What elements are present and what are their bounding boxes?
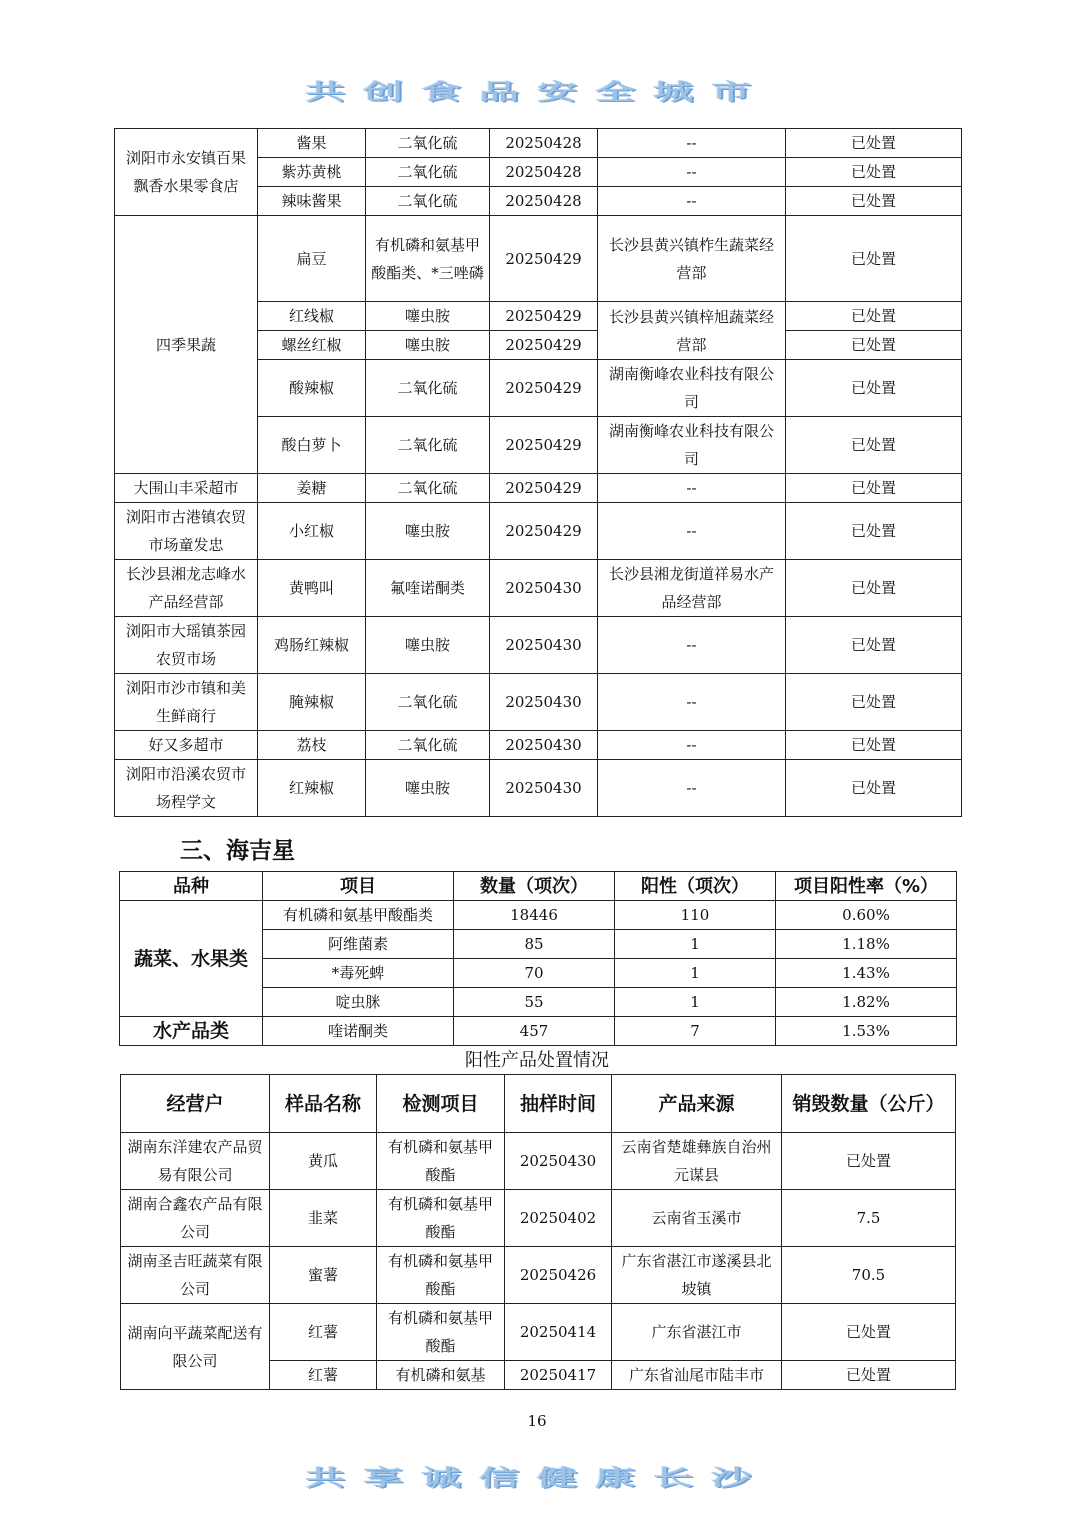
table-row xyxy=(115,129,962,158)
item-cell: 噻虫胺 xyxy=(366,503,490,560)
status-cell: 已处置 xyxy=(786,331,962,360)
sample-cell: 扁豆 xyxy=(258,216,366,302)
item-cell: 有机磷和氨基甲酸酯 xyxy=(377,1247,505,1304)
positive-cell: 1 xyxy=(615,959,776,988)
sample-cell: 紫苏黄桃 xyxy=(258,158,366,187)
rate-cell: 1.43% xyxy=(776,959,957,988)
date-cell: 20250429 xyxy=(490,360,598,417)
sample-cell: 螺丝红椒 xyxy=(258,331,366,360)
sample-cell: 姜糖 xyxy=(258,474,366,503)
status-cell: 已处置 xyxy=(786,760,962,817)
date-cell: 20250430 xyxy=(490,731,598,760)
date-cell: 20250430 xyxy=(490,674,598,731)
item-cell: 噻虫胺 xyxy=(366,617,490,674)
item-cell: 氟喹诺酮类 xyxy=(366,560,490,617)
merchant-cell: 四季果蔬 xyxy=(115,216,258,474)
sample-cell: 红薯 xyxy=(270,1361,377,1390)
sample-cell: 蜜薯 xyxy=(270,1247,377,1304)
status-cell: 已处置 xyxy=(786,560,962,617)
table-row xyxy=(115,674,962,731)
item-cell: *毒死蜱 xyxy=(263,959,454,988)
merchant-cell: 浏阳市沙市镇和美生鲜商行 xyxy=(115,674,258,731)
table-row xyxy=(120,901,957,930)
source-cell: -- xyxy=(598,760,786,817)
quantity-cell: 已处置 xyxy=(782,1304,956,1361)
item-cell: 二氧化硫 xyxy=(366,674,490,731)
table-row xyxy=(115,560,962,617)
category-cell: 蔬菜、水果类 xyxy=(120,901,263,1017)
status-cell: 已处置 xyxy=(786,474,962,503)
column-header: 品种 xyxy=(120,872,263,901)
category-cell: 水产品类 xyxy=(120,1017,263,1046)
sample-cell: 鸡肠红辣椒 xyxy=(258,617,366,674)
item-cell: 二氧化硫 xyxy=(366,360,490,417)
source-cell: -- xyxy=(598,503,786,560)
merchant-cell: 长沙县湘龙志峰水产品经营部 xyxy=(115,560,258,617)
table-row xyxy=(120,1017,957,1046)
positive-cell: 1 xyxy=(615,988,776,1017)
rate-cell: 0.60% xyxy=(776,901,957,930)
date-cell: 20250429 xyxy=(490,474,598,503)
item-cell: 二氧化硫 xyxy=(366,187,490,216)
table-row xyxy=(115,503,962,560)
rate-cell: 1.82% xyxy=(776,988,957,1017)
merchant-cell: 湖南向平蔬菜配送有限公司 xyxy=(121,1304,270,1390)
source-cell: 广东省湛江市遂溪县北坡镇 xyxy=(612,1247,782,1304)
item-cell: 有机磷和氨基甲酸酯类、*三唑磷 xyxy=(366,216,490,302)
date-cell: 20250430 xyxy=(505,1133,612,1190)
table-header-row xyxy=(121,1075,956,1133)
item-cell: 有机磷和氨基甲酸酯 xyxy=(377,1304,505,1361)
source-cell: -- xyxy=(598,158,786,187)
footer-banner: 共享诚信健康长沙 xyxy=(305,1465,769,1492)
table-header-row xyxy=(120,872,957,901)
table-row xyxy=(121,1190,956,1247)
item-cell: 噻虫胺 xyxy=(366,331,490,360)
source-cell: -- xyxy=(598,674,786,731)
date-cell: 20250430 xyxy=(490,760,598,817)
status-cell: 已处置 xyxy=(786,503,962,560)
date-cell: 20250429 xyxy=(490,216,598,302)
source-cell: 长沙县黄兴镇柞生蔬菜经营部 xyxy=(598,216,786,302)
item-cell: 二氧化硫 xyxy=(366,417,490,474)
sample-cell: 酸辣椒 xyxy=(258,360,366,417)
item-cell: 喹诺酮类 xyxy=(263,1017,454,1046)
source-cell: -- xyxy=(598,474,786,503)
status-cell: 已处置 xyxy=(786,674,962,731)
count-cell: 457 xyxy=(454,1017,615,1046)
source-cell: 广东省汕尾市陆丰市 xyxy=(612,1361,782,1390)
table-row xyxy=(115,474,962,503)
table-row xyxy=(115,617,962,674)
sample-cell: 韭菜 xyxy=(270,1190,377,1247)
merchant-cell: 浏阳市大瑶镇茶园农贸市场 xyxy=(115,617,258,674)
rate-cell: 1.18% xyxy=(776,930,957,959)
item-cell: 有机磷和氨基甲酸酯 xyxy=(377,1190,505,1247)
section-title: 三、海吉星 xyxy=(180,838,295,864)
source-cell: 长沙县黄兴镇梓旭蔬菜经营部 xyxy=(598,302,786,360)
merchant-cell: 湖南合鑫农产品有限公司 xyxy=(121,1190,270,1247)
sample-cell: 红辣椒 xyxy=(258,760,366,817)
status-cell: 已处置 xyxy=(786,302,962,331)
rate-cell: 1.53% xyxy=(776,1017,957,1046)
date-cell: 20250417 xyxy=(505,1361,612,1390)
count-cell: 18446 xyxy=(454,901,615,930)
sample-cell: 红线椒 xyxy=(258,302,366,331)
table-row xyxy=(121,1247,956,1304)
source-cell: 长沙县湘龙街道祥易水产品经营部 xyxy=(598,560,786,617)
item-cell: 噻虫胺 xyxy=(366,760,490,817)
column-header: 项目阳性率（%） xyxy=(776,872,957,901)
source-cell: 云南省楚雄彝族自治州元谋县 xyxy=(612,1133,782,1190)
merchant-cell: 大围山丰采超市 xyxy=(115,474,258,503)
source-cell: 湖南衡峰农业科技有限公司 xyxy=(598,360,786,417)
column-header: 销毁数量（公斤） xyxy=(782,1075,956,1133)
column-header: 经营户 xyxy=(121,1075,270,1133)
status-cell: 已处置 xyxy=(786,187,962,216)
table-row xyxy=(115,731,962,760)
status-cell: 已处置 xyxy=(786,129,962,158)
merchant-cell: 浏阳市古港镇农贸市场童发忠 xyxy=(115,503,258,560)
item-cell: 有机磷和氨基甲酸酯类 xyxy=(263,901,454,930)
source-cell: -- xyxy=(598,731,786,760)
source-cell: -- xyxy=(598,129,786,158)
item-cell: 二氧化硫 xyxy=(366,474,490,503)
item-cell: 二氧化硫 xyxy=(366,731,490,760)
status-cell: 已处置 xyxy=(786,617,962,674)
date-cell: 20250414 xyxy=(505,1304,612,1361)
sample-cell: 腌辣椒 xyxy=(258,674,366,731)
merchant-cell: 好又多超市 xyxy=(115,731,258,760)
table-row xyxy=(115,216,962,302)
sample-cell: 小红椒 xyxy=(258,503,366,560)
sample-cell: 黄瓜 xyxy=(270,1133,377,1190)
column-header: 样品名称 xyxy=(270,1075,377,1133)
source-cell: 广东省湛江市 xyxy=(612,1304,782,1361)
source-cell: -- xyxy=(598,617,786,674)
column-header: 检测项目 xyxy=(377,1075,505,1133)
date-cell: 20250428 xyxy=(490,129,598,158)
item-cell: 啶虫脒 xyxy=(263,988,454,1017)
merchant-cell: 浏阳市沿溪农贸市场程学文 xyxy=(115,760,258,817)
item-cell: 二氧化硫 xyxy=(366,129,490,158)
sample-cell: 黄鸭叫 xyxy=(258,560,366,617)
status-cell: 已处置 xyxy=(786,360,962,417)
column-header: 数量（项次） xyxy=(454,872,615,901)
item-cell: 二氧化硫 xyxy=(366,158,490,187)
date-cell: 20250429 xyxy=(490,331,598,360)
merchant-cell: 湖南东洋建农产品贸易有限公司 xyxy=(121,1133,270,1190)
header-banner: 共创食品安全城市 xyxy=(305,79,769,106)
status-cell: 已处置 xyxy=(786,731,962,760)
quantity-cell: 7.5 xyxy=(782,1190,956,1247)
sample-cell: 辣味酱果 xyxy=(258,187,366,216)
date-cell: 20250429 xyxy=(490,302,598,331)
count-cell: 70 xyxy=(454,959,615,988)
status-cell: 已处置 xyxy=(786,417,962,474)
table-row xyxy=(115,760,962,817)
statistics-table xyxy=(119,871,957,1046)
source-cell: 湖南衡峰农业科技有限公司 xyxy=(598,417,786,474)
date-cell: 20250428 xyxy=(490,187,598,216)
column-header: 抽样时间 xyxy=(505,1075,612,1133)
table-caption: 阳性产品处置情况 xyxy=(465,1050,609,1071)
quantity-cell: 已处置 xyxy=(782,1133,956,1190)
table-row xyxy=(121,1304,956,1361)
date-cell: 20250428 xyxy=(490,158,598,187)
positive-cell: 1 xyxy=(615,930,776,959)
quantity-cell: 70.5 xyxy=(782,1247,956,1304)
date-cell: 20250430 xyxy=(490,560,598,617)
merchant-cell: 浏阳市永安镇百果飘香水果零食店 xyxy=(115,129,258,216)
sample-cell: 红薯 xyxy=(270,1304,377,1361)
sample-cell: 荔枝 xyxy=(258,731,366,760)
page-number: 16 xyxy=(527,1412,547,1430)
count-cell: 85 xyxy=(454,930,615,959)
item-cell: 有机磷和氨基甲酸酯 xyxy=(377,1133,505,1190)
item-cell: 噻虫胺 xyxy=(366,302,490,331)
column-header: 阳性（项次） xyxy=(615,872,776,901)
positive-cell: 110 xyxy=(615,901,776,930)
source-cell: -- xyxy=(598,187,786,216)
merchant-cell: 湖南圣吉旺蔬菜有限公司 xyxy=(121,1247,270,1304)
positive-results-table xyxy=(114,128,962,817)
item-cell: 阿维菌素 xyxy=(263,930,454,959)
sample-cell: 酱果 xyxy=(258,129,366,158)
table-row xyxy=(121,1133,956,1190)
quantity-cell: 已处置 xyxy=(782,1361,956,1390)
column-header: 产品来源 xyxy=(612,1075,782,1133)
positive-cell: 7 xyxy=(615,1017,776,1046)
date-cell: 20250430 xyxy=(490,617,598,674)
sample-cell: 酸白萝卜 xyxy=(258,417,366,474)
status-cell: 已处置 xyxy=(786,216,962,302)
date-cell: 20250402 xyxy=(505,1190,612,1247)
item-cell: 有机磷和氨基 xyxy=(377,1361,505,1390)
count-cell: 55 xyxy=(454,988,615,1017)
date-cell: 20250426 xyxy=(505,1247,612,1304)
source-cell: 云南省玉溪市 xyxy=(612,1190,782,1247)
status-cell: 已处置 xyxy=(786,158,962,187)
disposal-table xyxy=(120,1074,956,1390)
date-cell: 20250429 xyxy=(490,417,598,474)
date-cell: 20250429 xyxy=(490,503,598,560)
column-header: 项目 xyxy=(263,872,454,901)
